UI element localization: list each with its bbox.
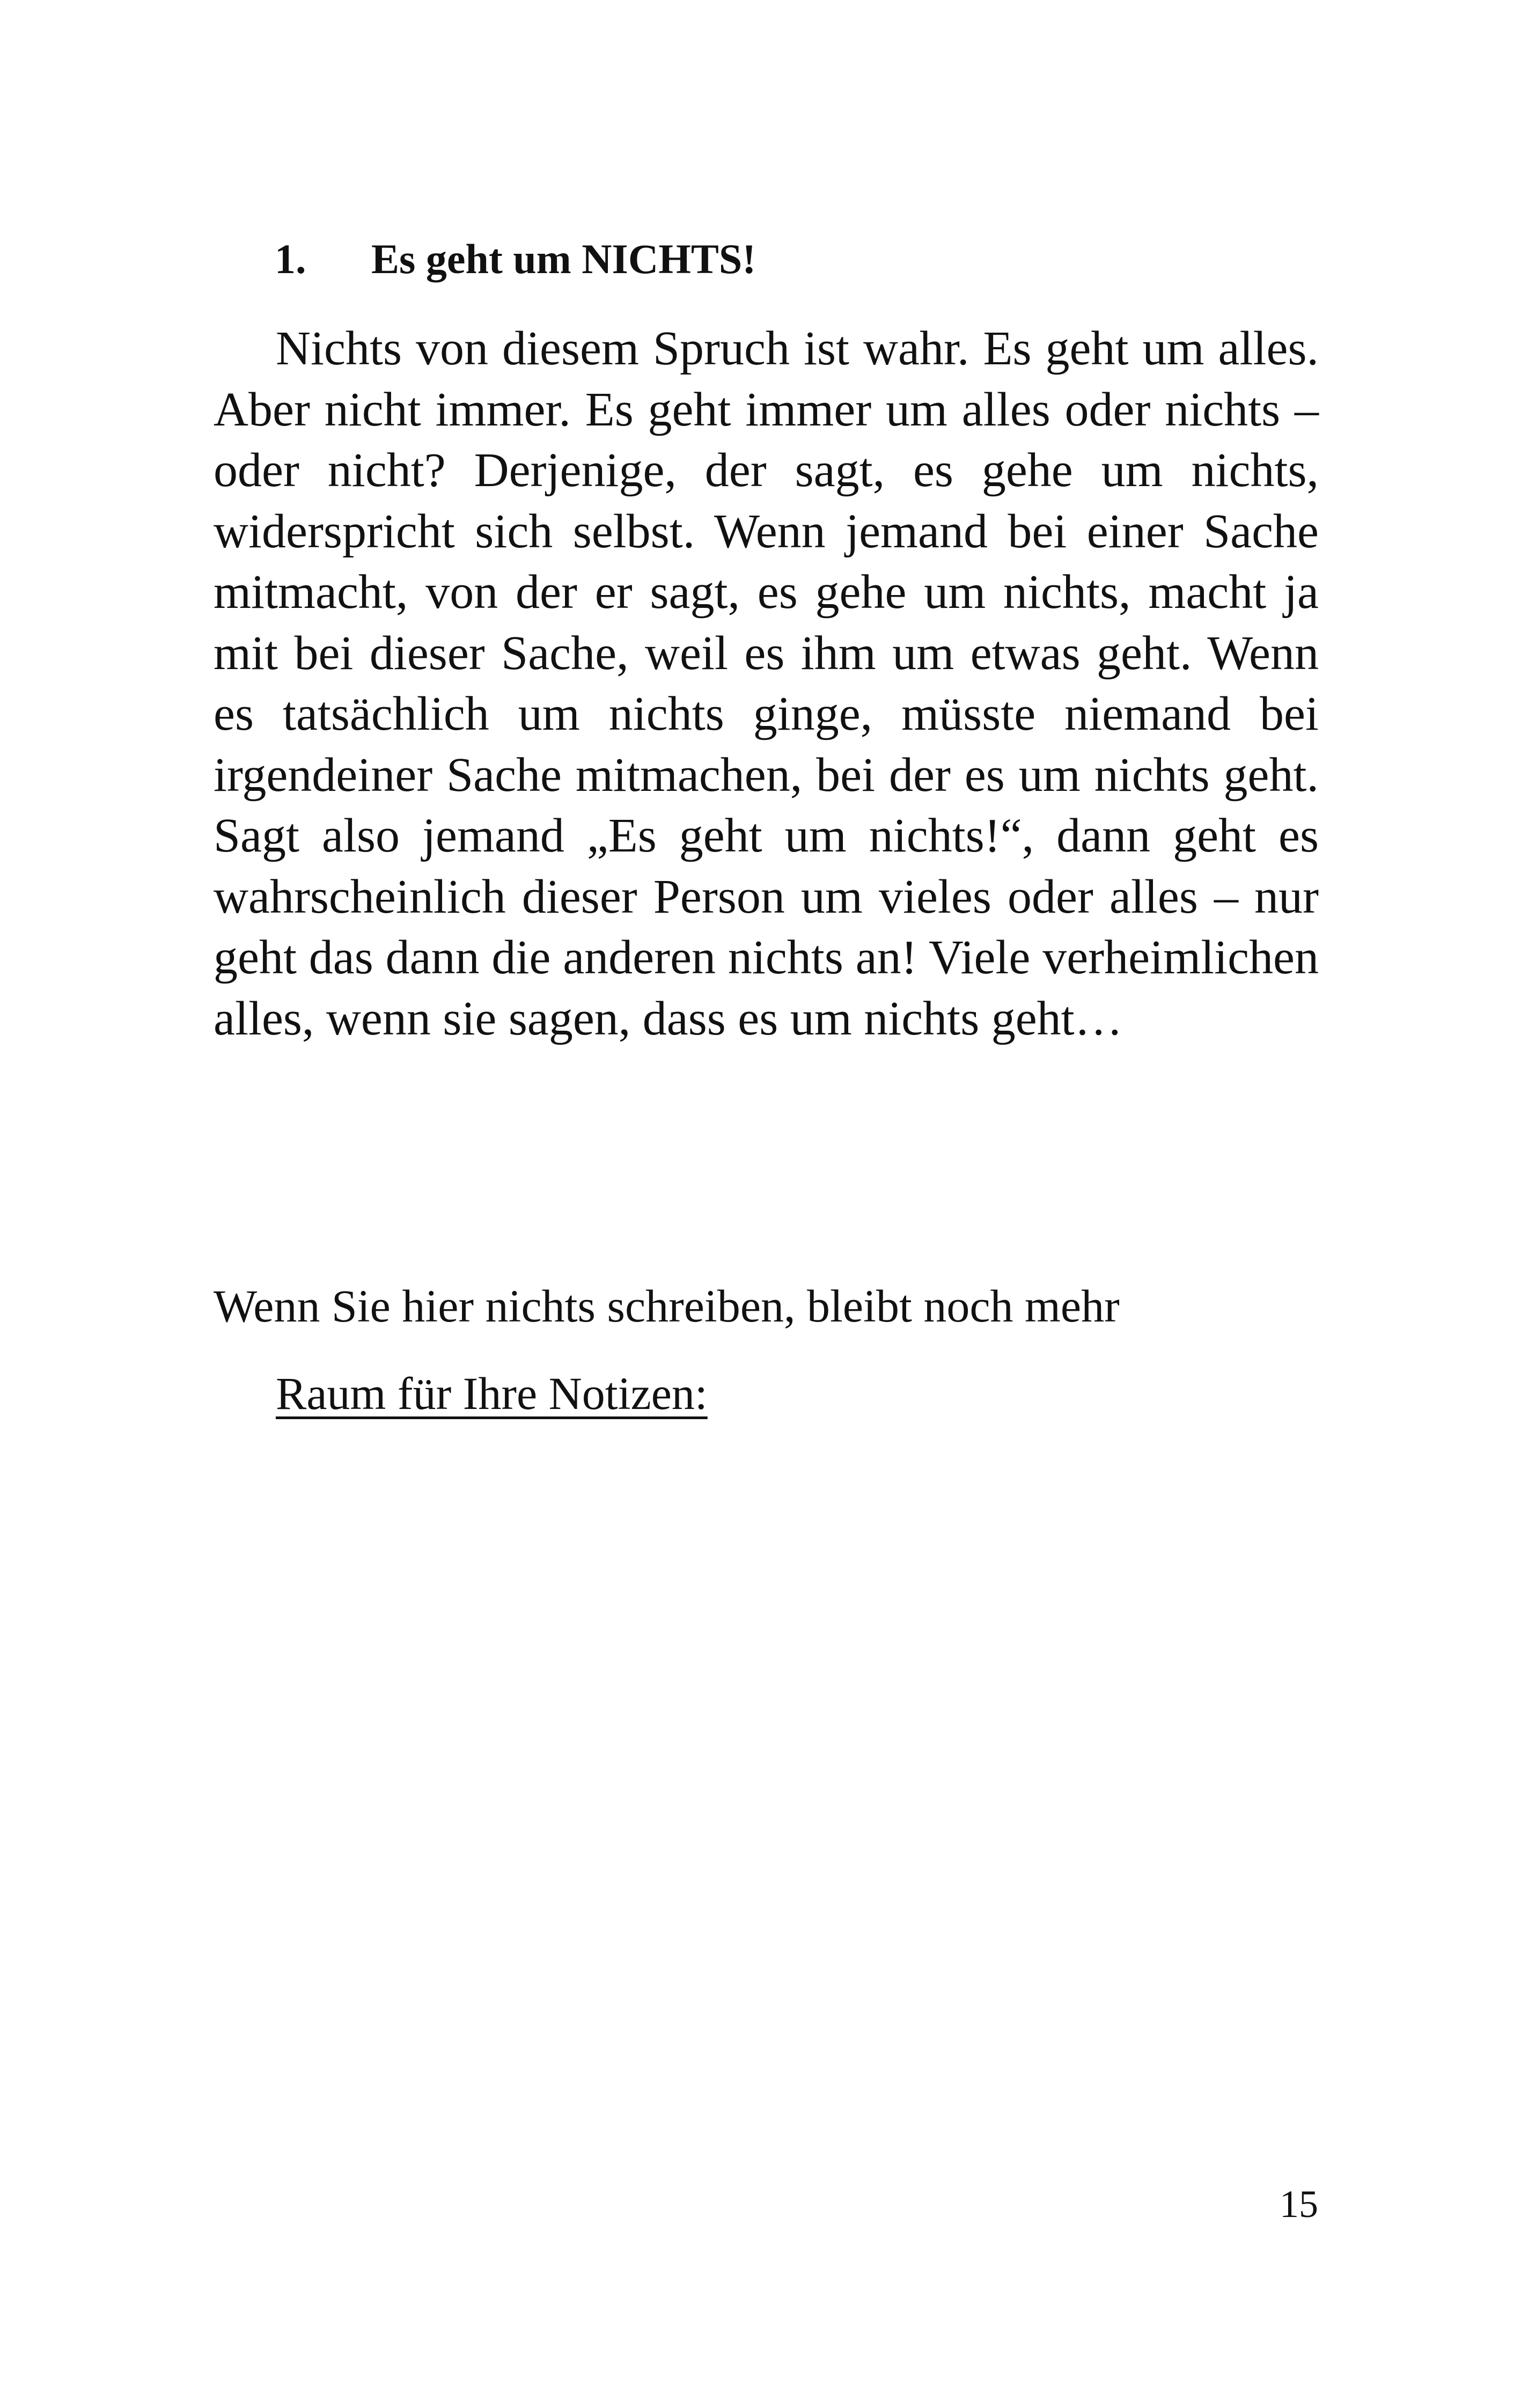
chapter-number: 1. bbox=[275, 236, 306, 282]
notes-intro: Wenn Sie hier nichts schreiben, bleibt noch mehr bbox=[214, 1280, 1120, 1332]
notes-label: Raum für Ihre Notizen: bbox=[276, 1368, 708, 1419]
page-number: 15 bbox=[1280, 2183, 1318, 2226]
body-paragraph: Nichts von diesem Spruch ist wahr. Es geht um alles. Aber nicht immer. Es geht immer um alles oder nichts – oder nicht? Derjenige, der sagt, es gehe um nichts, widerspricht sich selbst. Wenn jemand bei einer Sache mitmacht, von der er sagt, es gehe um nichts, macht ja mit bei dieser Sache, weil es ihm um etwas geht. Wenn es tatsächlich um nichts ginge, müsste niemand bei irgendeiner Sache mitmachen, bei der es um nichts geht. Sagt also jemand „Es geht um nichts!“, dann geht es wahrscheinlich dieser Person um vieles oder alles – nur geht das dann die anderen nichts an! Viele verheimlichen alles, wenn sie sagen, dass es um nichts geht… bbox=[214, 322, 1319, 1045]
chapter-title: Es geht um NICHTS! bbox=[371, 236, 756, 282]
chapter-heading bbox=[275, 234, 756, 284]
